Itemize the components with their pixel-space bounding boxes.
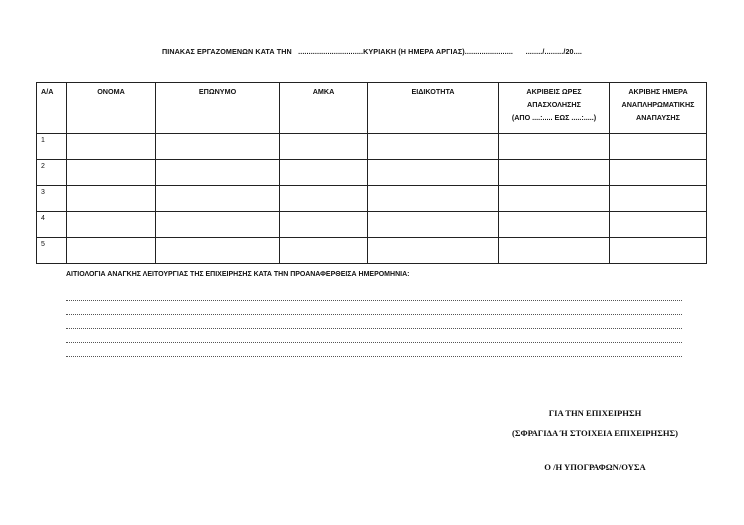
row-number: 3 [37, 186, 67, 212]
table-row [37, 186, 707, 212]
specialty-cell[interactable] [368, 160, 499, 186]
specialty-cell[interactable] [368, 134, 499, 160]
first-name-cell[interactable] [67, 134, 156, 160]
reason-line-3[interactable] [66, 328, 682, 329]
rest-day-cell[interactable] [610, 186, 707, 212]
reason-line-1[interactable] [66, 300, 682, 301]
amka-cell[interactable] [280, 186, 368, 212]
amka-cell[interactable] [280, 238, 368, 264]
last-name-cell[interactable] [156, 212, 280, 238]
last-name-cell[interactable] [156, 160, 280, 186]
rest-day-cell[interactable] [610, 160, 707, 186]
reason-line-4[interactable] [66, 342, 682, 343]
last-name-cell[interactable] [156, 238, 280, 264]
row-number: 2 [37, 160, 67, 186]
column-header-last-name: ΕΠΩΝΥΜΟ [156, 83, 280, 134]
column-header-first-name: ΟΝΟΜΑ [67, 83, 156, 134]
specialty-cell[interactable] [368, 238, 499, 264]
employees-table [36, 82, 707, 264]
first-name-cell[interactable] [67, 186, 156, 212]
first-name-cell[interactable] [67, 238, 156, 264]
first-name-cell[interactable] [67, 212, 156, 238]
table-row [37, 212, 707, 238]
column-header-aa: Α/Α [37, 83, 67, 134]
amka-cell[interactable] [280, 212, 368, 238]
rest-day-cell[interactable] [610, 238, 707, 264]
column-header-exact-hours: ΑΚΡΙΒΕΙΣ ΩΡΕΣ ΑΠΑΣΧΟΛΗΣΗΣ (ΑΠΟ ....:..... ΕΩΣ .....:.....) [499, 83, 610, 134]
specialty-cell[interactable] [368, 212, 499, 238]
row-number: 1 [37, 134, 67, 160]
row-number: 4 [37, 212, 67, 238]
column-header-specialty: ΕΙΔΙΚΟΤΗΤΑ [368, 83, 499, 134]
rest-day-cell[interactable] [610, 134, 707, 160]
reason-line-2[interactable] [66, 314, 682, 315]
hours-cell[interactable] [499, 134, 610, 160]
reason-line-5[interactable] [66, 356, 682, 357]
specialty-cell[interactable] [368, 186, 499, 212]
table-header-row [37, 83, 707, 134]
hours-cell[interactable] [499, 160, 610, 186]
row-number: 5 [37, 238, 67, 264]
amka-cell[interactable] [280, 134, 368, 160]
signature-stamp-label: (ΣΦΡΑΓΙΔΑ Ή ΣΤΟΙΧΕΙΑ ΕΠΙΧΕΙΡΗΣΗΣ) [512, 428, 678, 438]
amka-cell[interactable] [280, 160, 368, 186]
table-row [37, 134, 707, 160]
rest-day-cell[interactable] [610, 212, 707, 238]
signature-company-label: ΓΙΑ ΤΗΝ ΕΠΙΧΕΙΡΗΣΗ [548, 408, 642, 418]
table-row [37, 160, 707, 186]
column-header-compensatory-rest-day: ΑΚΡΙΒΗΣ ΗΜΕΡΑ ΑΝΑΠΛΗΡΩΜΑΤΙΚΗΣ ΑΝΑΠΑΥΣΗΣ [610, 83, 707, 134]
hours-cell[interactable] [499, 186, 610, 212]
reason-label: ΑΙΤΙΟΛΟΓΙΑ ΑΝΑΓΚΗΣ ΛΕΙΤΟΥΡΓΙΑΣ ΤΗΣ ΕΠΙΧΕΙΡΗΣΗΣ ΚΑΤΑ ΤΗΝ ΠΡΟΑΝΑΦΕΡΘΕΙΣΑ ΗΜΕΡΟΜΗΝΙΑ: [66, 271, 410, 278]
first-name-cell[interactable] [67, 160, 156, 186]
last-name-cell[interactable] [156, 186, 280, 212]
table-row [37, 238, 707, 264]
form-title: ΠΙΝΑΚΑΣ ΕΡΓΑΖΟΜΕΝΩΝ ΚΑΤΑ ΤΗΝ ...............................ΚΥΡΙΑΚΗ (Η ΗΜΕΡΑ ΑΡΓΙΑΣ)....................... ......../........./20.... [161, 47, 583, 56]
hours-cell[interactable] [499, 212, 610, 238]
last-name-cell[interactable] [156, 134, 280, 160]
column-header-amka: ΑΜΚΑ [280, 83, 368, 134]
signature-signatory-label: Ο /Η ΥΠΟΓΡΑΦΩΝ/ΟΥΣΑ [544, 462, 646, 472]
hours-cell[interactable] [499, 238, 610, 264]
